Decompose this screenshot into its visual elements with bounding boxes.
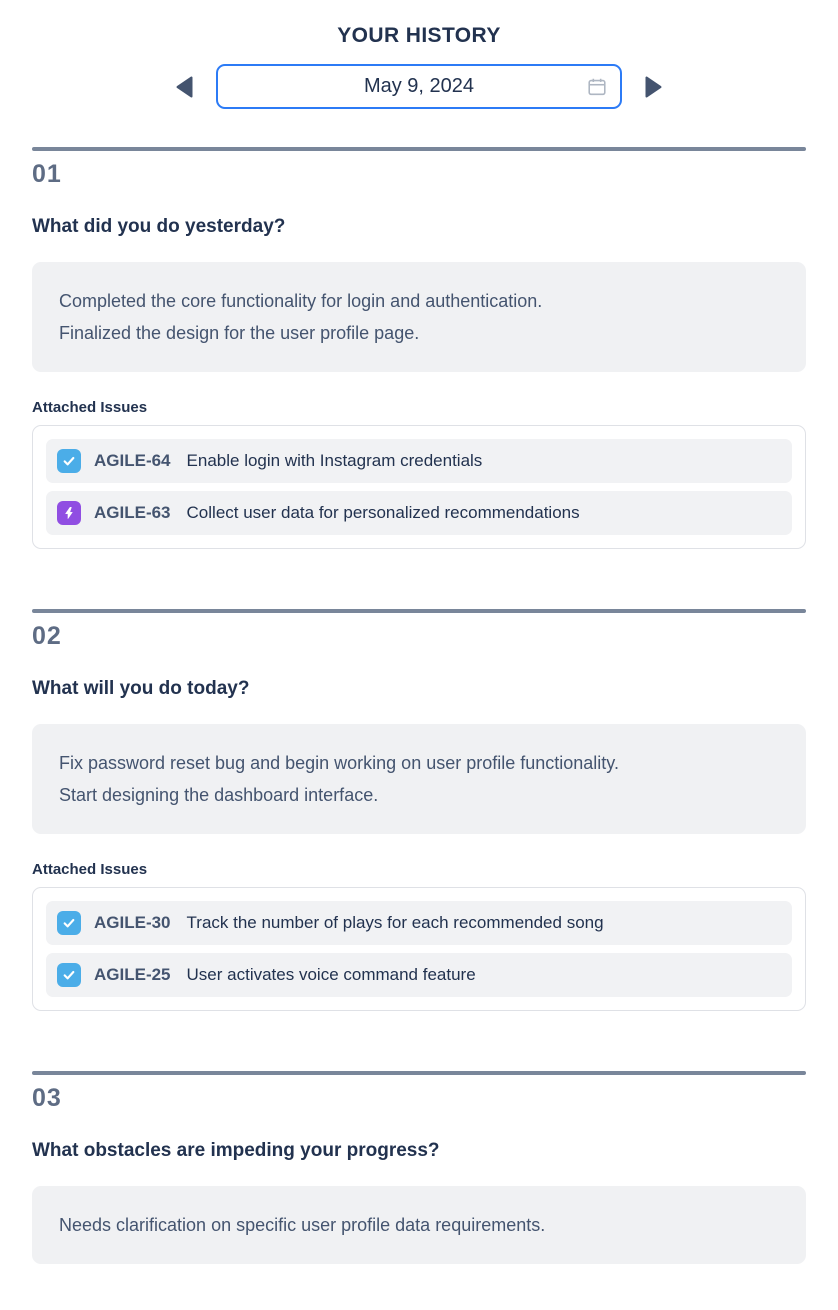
page-header xyxy=(32,24,806,109)
history-sections xyxy=(32,147,806,1264)
answer-box xyxy=(32,1186,806,1264)
chevron-right-icon xyxy=(645,76,662,98)
issue-row[interactable] xyxy=(46,953,792,997)
attached-issues-card xyxy=(32,425,806,549)
issue-row[interactable] xyxy=(46,491,792,535)
story-issue-type-icon xyxy=(57,963,81,987)
attached-issues-label: Attached Issues xyxy=(32,399,148,416)
page-title: YOUR HISTORY xyxy=(337,24,501,47)
story-issue-type-icon xyxy=(57,449,81,473)
story-issue-type-icon xyxy=(57,911,81,935)
next-day-button[interactable] xyxy=(645,76,662,98)
epic-issue-type-icon xyxy=(57,501,81,525)
issue-summary: Enable login with Instagram credentials xyxy=(186,451,483,470)
history-section xyxy=(32,1071,806,1264)
issue-summary: Track the number of plays for each recommended song xyxy=(186,913,604,932)
attached-issues-card xyxy=(32,887,806,1011)
section-question: What will you do today? xyxy=(32,678,250,699)
answer-line: Fix password reset bug and begin working on user profile functionality. xyxy=(59,753,619,773)
date-picker-input[interactable] xyxy=(216,64,622,109)
previous-day-button[interactable] xyxy=(176,76,193,98)
section-divider xyxy=(32,1071,806,1075)
answer-line: Needs clarification on specific user profile data requirements. xyxy=(59,1215,546,1235)
chevron-left-icon xyxy=(176,76,193,98)
section-divider xyxy=(32,147,806,151)
attached-issues-label: Attached Issues xyxy=(32,861,148,878)
issue-key: AGILE-64 xyxy=(94,451,171,470)
issue-key: AGILE-25 xyxy=(94,965,171,984)
issue-summary: Collect user data for personalized recommendations xyxy=(186,503,580,522)
answer-box xyxy=(32,724,806,834)
section-question: What did you do yesterday? xyxy=(32,216,286,237)
section-question: What obstacles are impeding your progress? xyxy=(32,1140,440,1161)
issue-key: AGILE-30 xyxy=(94,913,171,932)
section-divider xyxy=(32,609,806,613)
answer-line: Start designing the dashboard interface. xyxy=(59,785,379,805)
history-section xyxy=(32,147,806,549)
issue-key: AGILE-63 xyxy=(94,503,171,522)
answer-line: Completed the core functionality for login and authentication. xyxy=(59,291,543,311)
section-number: 02 xyxy=(32,622,62,650)
issue-row[interactable] xyxy=(46,439,792,483)
attached-issues-block xyxy=(32,861,806,1011)
answer-line: Finalized the design for the user profile page. xyxy=(59,323,420,343)
date-value: May 9, 2024 xyxy=(363,75,475,97)
history-section xyxy=(32,609,806,1011)
calendar-icon[interactable] xyxy=(586,76,608,98)
issue-row[interactable] xyxy=(46,901,792,945)
issue-summary: User activates voice command feature xyxy=(186,965,476,984)
attached-issues-block xyxy=(32,399,806,549)
section-number: 01 xyxy=(32,160,62,188)
answer-box xyxy=(32,262,806,372)
section-number: 03 xyxy=(32,1084,62,1112)
date-navigation xyxy=(32,64,806,109)
